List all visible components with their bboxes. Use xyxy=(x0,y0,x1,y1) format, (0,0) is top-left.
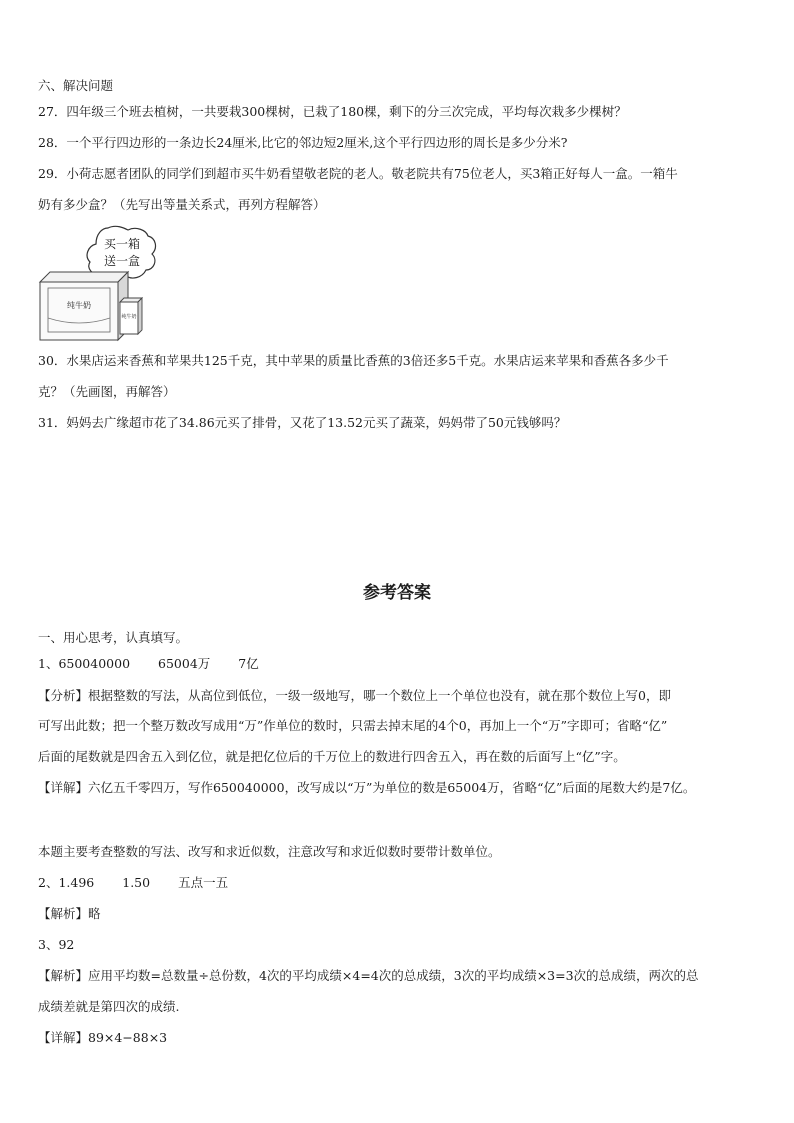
question-28: 28．一个平行四边形的一条边长24厘米,比它的邻边短2厘米,这个平行四边形的周长是多少分米? xyxy=(38,135,568,150)
answer-1-value-1: 650040000 xyxy=(58,656,131,671)
question-31: 31．妈妈去广缘超市花了34.86元买了排骨，又花了13.52元买了蔬菜，妈妈带了50元钱够吗？ xyxy=(38,415,567,430)
bubble-text-1: 买一箱 xyxy=(103,237,141,251)
answer-1-analysis-line1: 【分析】根据整数的写法，从高位到低位，一级一级地写，哪一个数位上一个单位也没有，就在那个数位上写0，即 xyxy=(38,688,671,703)
answer-3-analysis-line2: 成绩差就是第四次的成绩. xyxy=(38,999,180,1014)
question-29-line1: 29．小荷志愿者团队的同学们到超市买牛奶看望敬老院的老人。敬老院共有75位老人，买3箱正好每人一盒。一箱牛 xyxy=(38,166,678,181)
question-29-line2: 奶有多少盒？（先写出等量关系式，再列方程解答） xyxy=(38,197,326,212)
answer-section-heading: 一、用心思考，认真填写。 xyxy=(38,630,189,645)
answer-2-analysis: 【解析】略 xyxy=(38,906,101,921)
answer-1-value-3: 7亿 xyxy=(238,656,259,671)
answer-3-value: 92 xyxy=(58,937,75,952)
answer-3-detail: 【详解】89×4−88×3 xyxy=(38,1030,168,1045)
answer-1-analysis-line2: 可写出此数；把一个整万数改写成用“万”作单位的数时，只需去掉末尾的4个0，再加上一个“万”字即可；省略“亿” xyxy=(38,718,668,733)
answer-2-value-1: 1.496 xyxy=(58,875,95,890)
question-27: 27．四年级三个班去植树，一共要栽300棵树，已栽了180棵，剩下的分三次完成，平均每次栽多少棵树？ xyxy=(38,104,627,119)
answer-2 xyxy=(38,875,228,891)
small-box-label: 纯牛奶 xyxy=(121,314,137,320)
answer-2-value-2: 1.50 xyxy=(122,875,151,890)
answer-3-analysis-line1: 【解析】应用平均数=总数量÷总份数，4次的平均成绩×4=4次的总成绩，3次的平均成绩×3=3次的总成绩，两次的总 xyxy=(38,968,699,983)
answer-1-analysis-line3: 后面的尾数就是四舍五入到亿位，就是把亿位后的千万位上的数进行四舍五入，再在数的后面写上“亿”字。 xyxy=(38,749,626,764)
box-label: 纯牛奶 xyxy=(67,301,91,310)
answer-3-number: 3、 xyxy=(38,937,59,952)
question-30-line2: 克？（先画图，再解答） xyxy=(38,384,176,399)
milk-box-illustration xyxy=(38,222,162,342)
answer-1-detail: 【详解】六亿五千零四万，写作650040000，改写成以“万”为单位的数是65004万，省略“亿”后面的尾数大约是7亿。 xyxy=(38,780,696,795)
answer-1-number: 1、 xyxy=(38,656,59,671)
answer-2-number: 2、 xyxy=(38,875,59,890)
answer-1-value-2: 65004万 xyxy=(158,656,211,671)
bubble-text-2: 送一盒 xyxy=(103,254,141,268)
milk-carton-small xyxy=(120,298,142,334)
milk-carton-large xyxy=(40,272,128,340)
answers-title: 参考答案 xyxy=(363,583,431,603)
answer-2-value-3: 五点一五 xyxy=(178,875,229,890)
answer-3 xyxy=(38,937,74,953)
question-30-line1: 30．水果店运来香蕉和苹果共125千克，其中苹果的质量比香蕉的3倍还多5千克。水果店运来苹果和香蕉各多少千 xyxy=(38,353,669,368)
section-heading: 六、解决问题 xyxy=(38,78,114,93)
answer-1-summary: 本题主要考查整数的写法、改写和求近似数，注意改写和求近似数时要带计数单位。 xyxy=(38,844,501,859)
answer-1 xyxy=(38,656,259,672)
